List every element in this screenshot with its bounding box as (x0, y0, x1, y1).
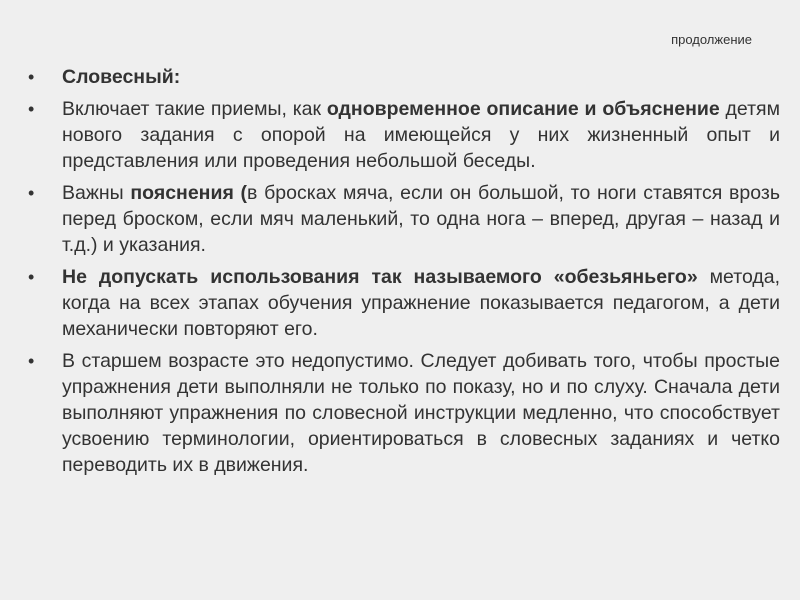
bullet-dot-icon: • (28, 351, 35, 371)
bullet-emphasis: Не допускать использования так называемого «обезьяньего» (62, 266, 698, 288)
bullet-text: В старшем возрасте это недопустимо. Следует добивать того, чтобы простые упражнения дети выполняли не только по показу, но и по слуху. Сначала дети выполняют упражнения по словесной инструкции медленно, что способствует усвоению терминологии, ориентироваться в словесных заданиях и четко переводить их в движения. (62, 350, 780, 476)
bullet-text: детям нового задания с опорой на имеющейся у них жизненный опыт и представления или проведения небольшой беседы. (62, 98, 781, 172)
bullet-emphasis: одновременное описание и объяснение (326, 98, 720, 120)
continuation-note: продолжение (671, 32, 752, 47)
bullet-older-age (28, 348, 780, 478)
bullet-explanations (28, 180, 780, 258)
bullet-dot-icon: • (28, 183, 35, 203)
bullet-text: Включает такие приемы, как (62, 98, 327, 120)
bullet-monkey-method (28, 264, 780, 342)
bullet-techniques (28, 96, 780, 174)
bullet-dot-icon: • (28, 267, 35, 287)
bullet-dot-icon: • (28, 67, 35, 87)
bullet-verbal-heading (28, 64, 780, 90)
bullet-emphasis: пояснения ( (130, 182, 248, 204)
verbal-heading: Словесный: (62, 66, 181, 88)
bullet-dot-icon: • (28, 99, 35, 119)
bullet-text: метода, когда на всех этапах обучения упражнение показывается педагогом, а дети механически повторяют его. (62, 266, 780, 340)
bullet-list (28, 64, 780, 484)
bullet-text: в бросках мяча, если он большой, то ноги ставятся врозь перед броском, если мяч маленький, то одна нога – вперед, другая – назад и т.д.) и указания. (62, 182, 780, 256)
bullet-text: Важны (62, 182, 131, 204)
